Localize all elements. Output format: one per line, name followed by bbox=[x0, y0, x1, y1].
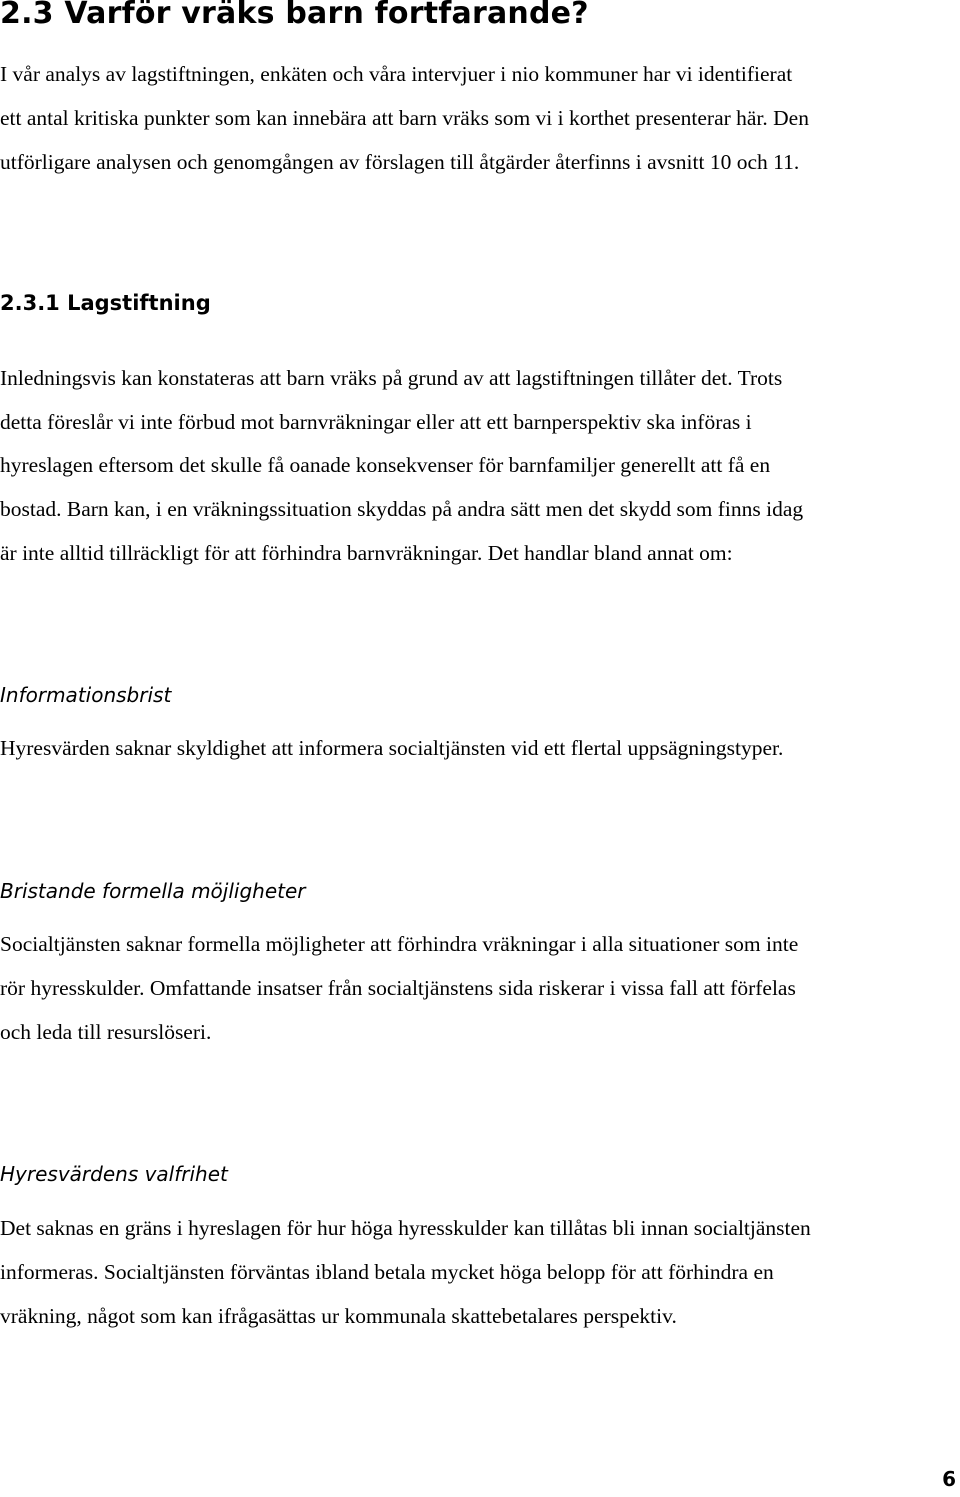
body-line: rör hyresskulder. Omfattande insatser från socialtjänstens sida riskerar i vissa fall att förfelas bbox=[0, 976, 796, 1000]
section-heading: 2.3.1 Lagstiftning bbox=[0, 291, 211, 315]
body-line: och leda till resurslöseri. bbox=[0, 1020, 212, 1044]
intro-line: utförligare analysen och genomgången av förslagen till åtgärder återfinns i avsnitt 10 och 11. bbox=[0, 150, 800, 174]
body-line: är inte alltid tillräckligt för att förhindra barnvräkningar. Det handlar bland annat om: bbox=[0, 541, 733, 565]
intro-line: I vår analys av lagstiftningen, enkäten och våra intervjuer i nio kommuner har vi identifierat bbox=[0, 62, 793, 86]
subsection-title: Informationsbrist bbox=[0, 683, 172, 707]
subsection-title: Bristande formella möjligheter bbox=[0, 879, 306, 903]
body-line: hyreslagen eftersom det skulle få oanade konsekvenser för barnfamiljer generellt att få en bbox=[0, 453, 771, 477]
body-line: informeras. Socialtjänsten förväntas ibland betala mycket höga belopp för att förhindra en bbox=[0, 1260, 774, 1284]
page-number: 6 bbox=[942, 1467, 956, 1491]
intro-line: ett antal kritiska punkter som kan innebära att barn vräks som vi i korthet presenterar här. Den bbox=[0, 106, 809, 130]
body-line: vräkning, något som kan ifrågasättas ur kommunala skattebetalares perspektiv. bbox=[0, 1304, 677, 1328]
body-line: bostad. Barn kan, i en vräkningssituation skyddas på andra sätt men det skydd som finns idag bbox=[0, 497, 804, 521]
body-line: detta föreslår vi inte förbud mot barnvräkningar eller att ett barnperspektiv ska införas i bbox=[0, 410, 752, 434]
page-title: 2.3 Varför vräks barn fortfarande? bbox=[0, 0, 589, 31]
body-line: Det saknas en gräns i hyreslagen för hur höga hyresskulder kan tillåtas bli innan socialtjänsten bbox=[0, 1216, 811, 1240]
subsection-title: Hyresvärdens valfrihet bbox=[0, 1162, 228, 1186]
body-line: Hyresvärden saknar skyldighet att informera socialtjänsten vid ett flertal uppsägningstyper. bbox=[0, 736, 784, 760]
body-line: Inledningsvis kan konstateras att barn vräks på grund av att lagstiftningen tillåter det. Trots bbox=[0, 366, 783, 390]
body-line: Socialtjänsten saknar formella möjligheter att förhindra vräkningar i alla situationer som inte bbox=[0, 932, 799, 956]
